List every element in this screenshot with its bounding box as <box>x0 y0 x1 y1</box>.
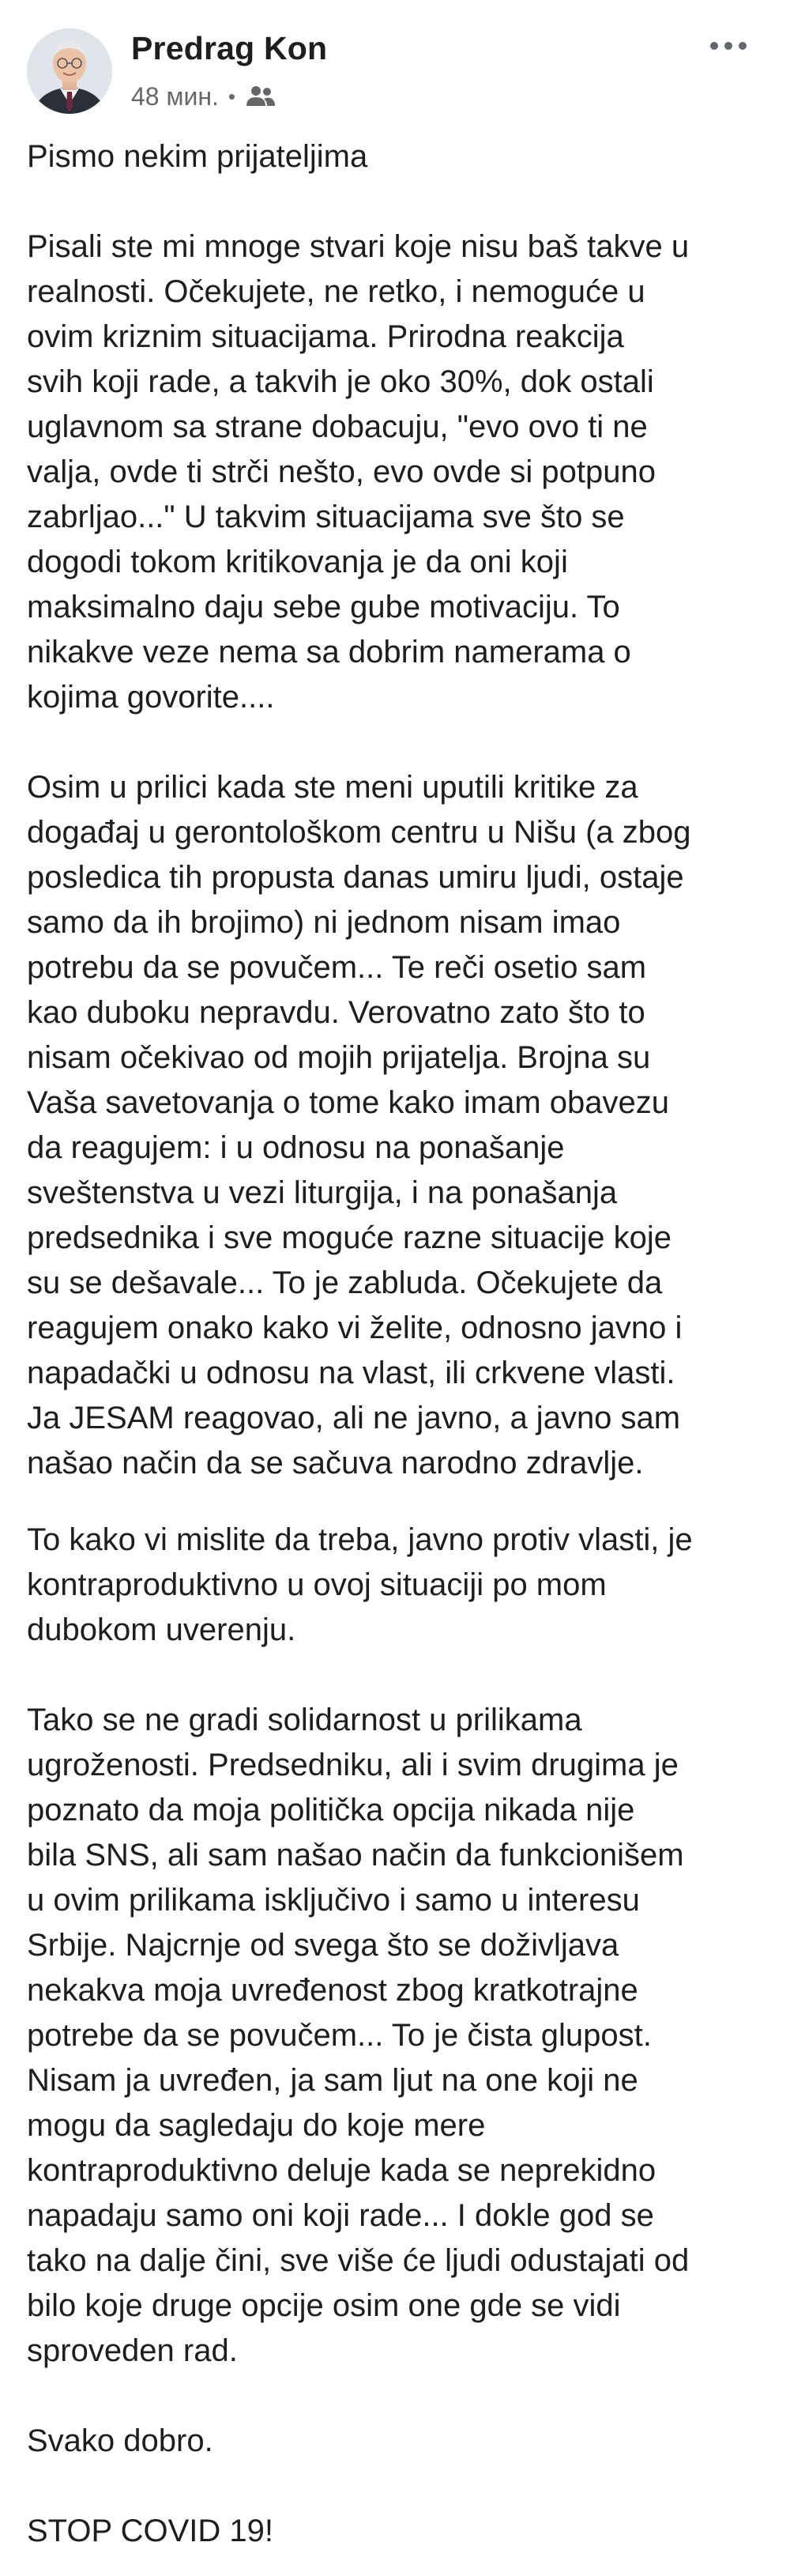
post-meta <box>131 79 276 114</box>
paragraph-gap <box>27 179 762 224</box>
post-timestamp[interactable]: 48 мин. <box>131 81 219 111</box>
more-options-icon <box>709 41 747 51</box>
paragraph-gap <box>27 1486 762 1518</box>
paragraph-gap <box>27 2374 762 2419</box>
author-name[interactable]: Predrag Kon <box>131 30 328 66</box>
post-body <box>27 134 762 2554</box>
meta-separator: • <box>228 84 236 108</box>
paragraph-gap <box>27 1653 762 1698</box>
post-title: Pismo nekim prijateljima <box>27 139 368 174</box>
paragraph-gap <box>27 720 762 765</box>
post-paragraph: Svako dobro. <box>27 2423 213 2458</box>
post-paragraph: STOP COVID 19! <box>27 2514 273 2548</box>
more-options-button[interactable] <box>700 22 757 70</box>
post-paragraph: Osim u prilici kada ste meni uputili kritike za događaj u gerontološkom centru u Nišu (a zbog posledica tih propusta danas umiru ljudi, ostaje samo da ih brojimo) ni jednom nisam imao potrebu da se povučem... Te reči osetio sam kao duboku nepravdu. Verovatno zato što to nisam očekivao od mojih prijatelja. Brojna su Vaša savetovanja o tome kako imam obavezu da reagujem: i u odnosu na ponašanje sveštenstva u vezi liturgija, i na ponašanja predsednika i sve moguće razne situacije koje su se dešavale... To je zabluda. Očekujete da reagujem onako kako vi želite, odnosno javno i napadački u odnosu na vlast, ili crkvene vlasti. Ja JESAM reagovao, ali ne javno, a javno sam našao način da se sačuva narodno zdravlje. <box>27 770 691 1480</box>
author-avatar[interactable] <box>27 28 112 114</box>
post-paragraph: Pisali ste mi mnoge stvari koje nisu baš takve u realnosti. Očekujete, ne retko, i nemoguće u ovim kriznim situacijama. Prirodna reakcija svih koji rade, a takvih je oko 30%, dok ostali uglavnom sa strane dobacuju, "evo ovo ti ne valja, ovde ti strči nešto, evo ovde si potpuno zabrljao..." U takvim situacijama sve što se dogodi tokom kritikovanja je da oni koji maksimalno daju sebe gube motivaciju. To nikakve veze nema sa dobrim namerama o kojima govorite.... <box>27 229 690 715</box>
post-header <box>0 0 790 134</box>
paragraph-gap <box>27 2464 762 2509</box>
post-paragraph: To kako vi mislite da treba, javno protiv vlasti, je kontraproduktivno u ovoj situaciji po mom dubokom uverenju. <box>27 1522 693 1647</box>
avatar-image <box>27 28 112 114</box>
friends-icon[interactable] <box>245 84 276 109</box>
post-paragraph: Tako se ne gradi solidarnost u prilikama ugroženosti. Predsedniku, ali i svim drugima je poznato da moja politička opcija nikada nije bila SNS, ali sam našao način da funkcionišem u ovim prilikama isključivo i samo u interesu Srbije. Najcrnje od svega što se doživljava nekakva moja uvređenost zbog kratkotrajne potrebe da se povučem... To je čista glupost. Nisam ja uvređen, ja sam ljut na one koji ne mogu da sagledaju do koje mere kontraproduktivno deluje kada se neprekidno napadaju samo oni koji rade... I dokle god se tako na dalje čini, sve više će ljudi odustajati od bilo koje druge opcije osim one gde se vidi sproveden rad. <box>27 1703 690 2368</box>
